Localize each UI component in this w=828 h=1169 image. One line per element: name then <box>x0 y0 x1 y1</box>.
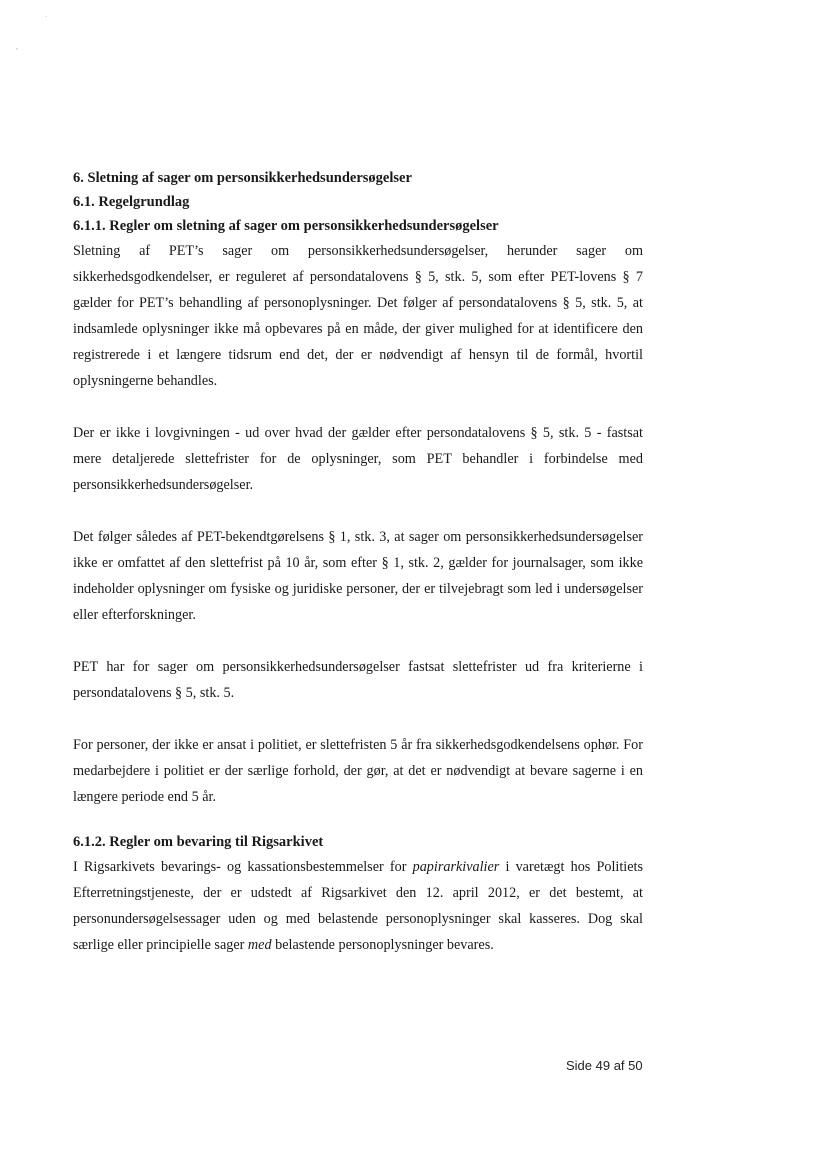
paragraph-5: For personer, der ikke er ansat i politiet, er slettefristen 5 år fra sikkerhedsgodkendelsens ophør. For medarbejdere i politiet er der særlige forhold, der gør, at det er nødvendigt at bevare sagerne i en længere periode end 5 år. <box>73 737 643 805</box>
paragraph-4: PET har for sager om personsikkerhedsundersøgelser fastsat slettefrister ud fra kriterierne i persondatalovens § 5, stk. 5. <box>73 659 643 701</box>
document-body <box>73 166 643 958</box>
heading-section-6-1: 6.1. Regelgrundlag <box>73 194 190 210</box>
scan-speck: · <box>45 13 48 21</box>
paragraph-6: I Rigsarkivets bevarings- og kassationsbestemmelser for papirarkivalier i varetægt hos Politiets Efterretningstjeneste, der er udstedt af Rigsarkivet den 12. april 2012, er det bestemt, at personundersøgelsessager uden og med belastende personoplysninger skal kasseres. Dog skal særlige eller principielle sager med belastende personoplysninger bevares. <box>73 859 644 953</box>
heading-section-6-1-1: 6.1.1. Regler om sletning af sager om personsikkerhedsundersøgelser <box>73 218 499 234</box>
heading-section-6: 6. Sletning af sager om personsikkerhedsundersøgelser <box>73 170 412 186</box>
paragraph-1: Sletning af PET’s sager om personsikkerhedsundersøgelser, herunder sager om sikkerhedsgodkendelser, er reguleret af persondatalovens § 5, stk. 5, som efter PET-lovens § 7 gælder for PET’s behandling af personoplysninger. Det følger af persondatalovens § 5, stk. 5, at indsamlede oplysninger ikke må opbevares på en måde, der giver mulighed for at identificere den registrerede i et længere tidsrum end det, der er nødvendigt af hensyn til de formål, hvortil oplysningerne behandles. <box>73 243 643 389</box>
paragraph-2: Der er ikke i lovgivningen - ud over hvad der gælder efter persondatalovens § 5, stk. 5 - fastsat mere detaljerede slettefrister for de oplysninger, som PET behandler i forbindelse med personsikkerhedsundersøgelser. <box>73 425 643 493</box>
page-number: Side 49 af 50 <box>566 1058 643 1073</box>
paragraph-3: Det følger således af PET-bekendtgørelsens § 1, stk. 3, at sager om personsikkerhedsundersøgelser ikke er omfattet af den slettefrist på 10 år, som efter § 1, stk. 2, gælder for journalsager, som ikke indeholder oplysninger om fysiske og juridiske personer, der er tilvejebragt som led i undersøgelser eller efterforskninger. <box>73 529 643 623</box>
scan-speck: , <box>16 43 18 51</box>
heading-section-6-1-2: 6.1.2. Regler om bevaring til Rigsarkivet <box>73 834 324 850</box>
